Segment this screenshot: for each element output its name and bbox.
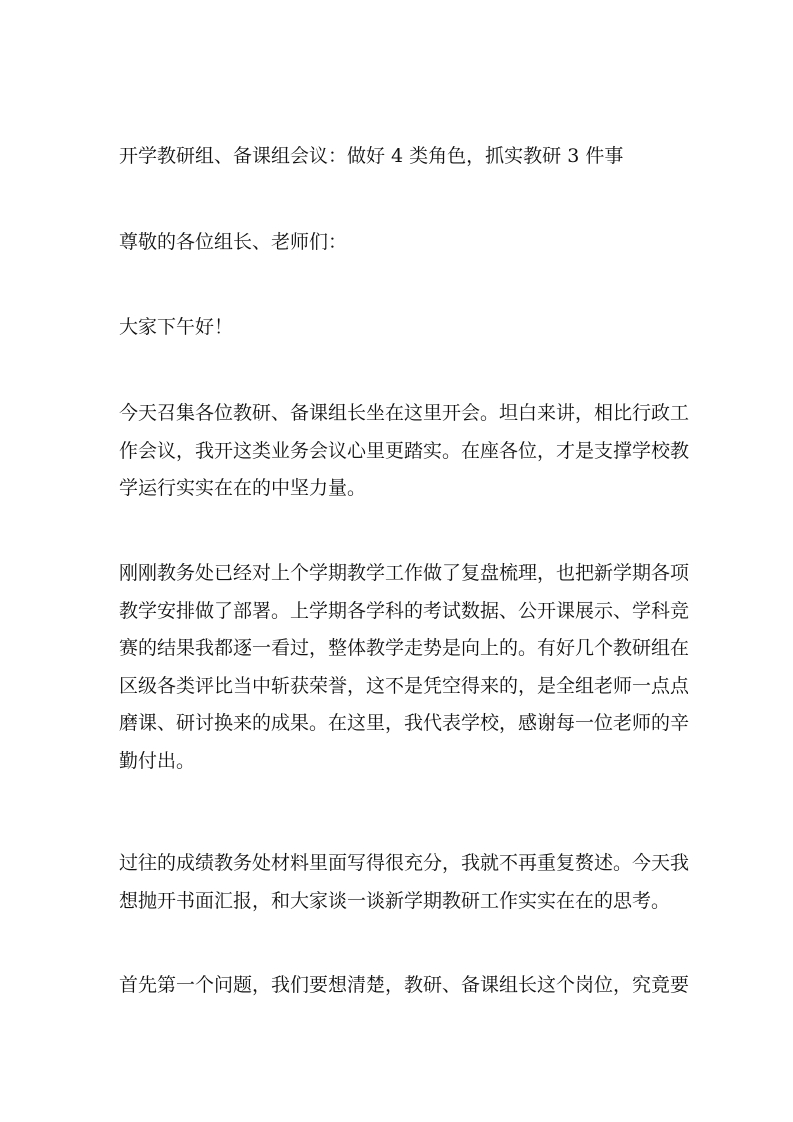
salutation: 大家下午好！ [119,316,234,338]
greeting: 尊敬的各位组长、老师们： [119,231,348,253]
paragraph: 过往的成绩教务处材料里面写得很充分，我就不再重复赘述。今天我想抛开书面汇报，和大家谈一谈新学期教研工作实实在在的思考。 [119,852,690,912]
paragraph: 刚刚教务处已经对上个学期教学工作做了复盘梳理，也把新学期各项教学安排做了部署。上学期各学科的考试数据、公开课展示、学科竞赛的结果我都逐一看过，整体教学走势是向上的。有好几个教研组在区级各类评比当中斩获荣誉，这不是凭空得来的，是全组老师一点点磨课、研讨换来的成果。在这里，我代表学校，感谢每一位老师的辛勤付出。 [119,562,690,772]
paragraph: 首先第一个问题，我们要想清楚，教研、备课组长这个岗位，究竟要 [119,974,690,996]
document-title: 开学教研组、备课组会议：做好 4 类角色，抓实教研 3 件事 [119,145,624,167]
paragraph: 今天召集各位教研、备课组长坐在这里开会。坦白来讲，相比行政工作会议，我开这类业务会议心里更踏实。在座各位，才是支撑学校教学运行实实在在的中坚力量。 [119,402,690,499]
